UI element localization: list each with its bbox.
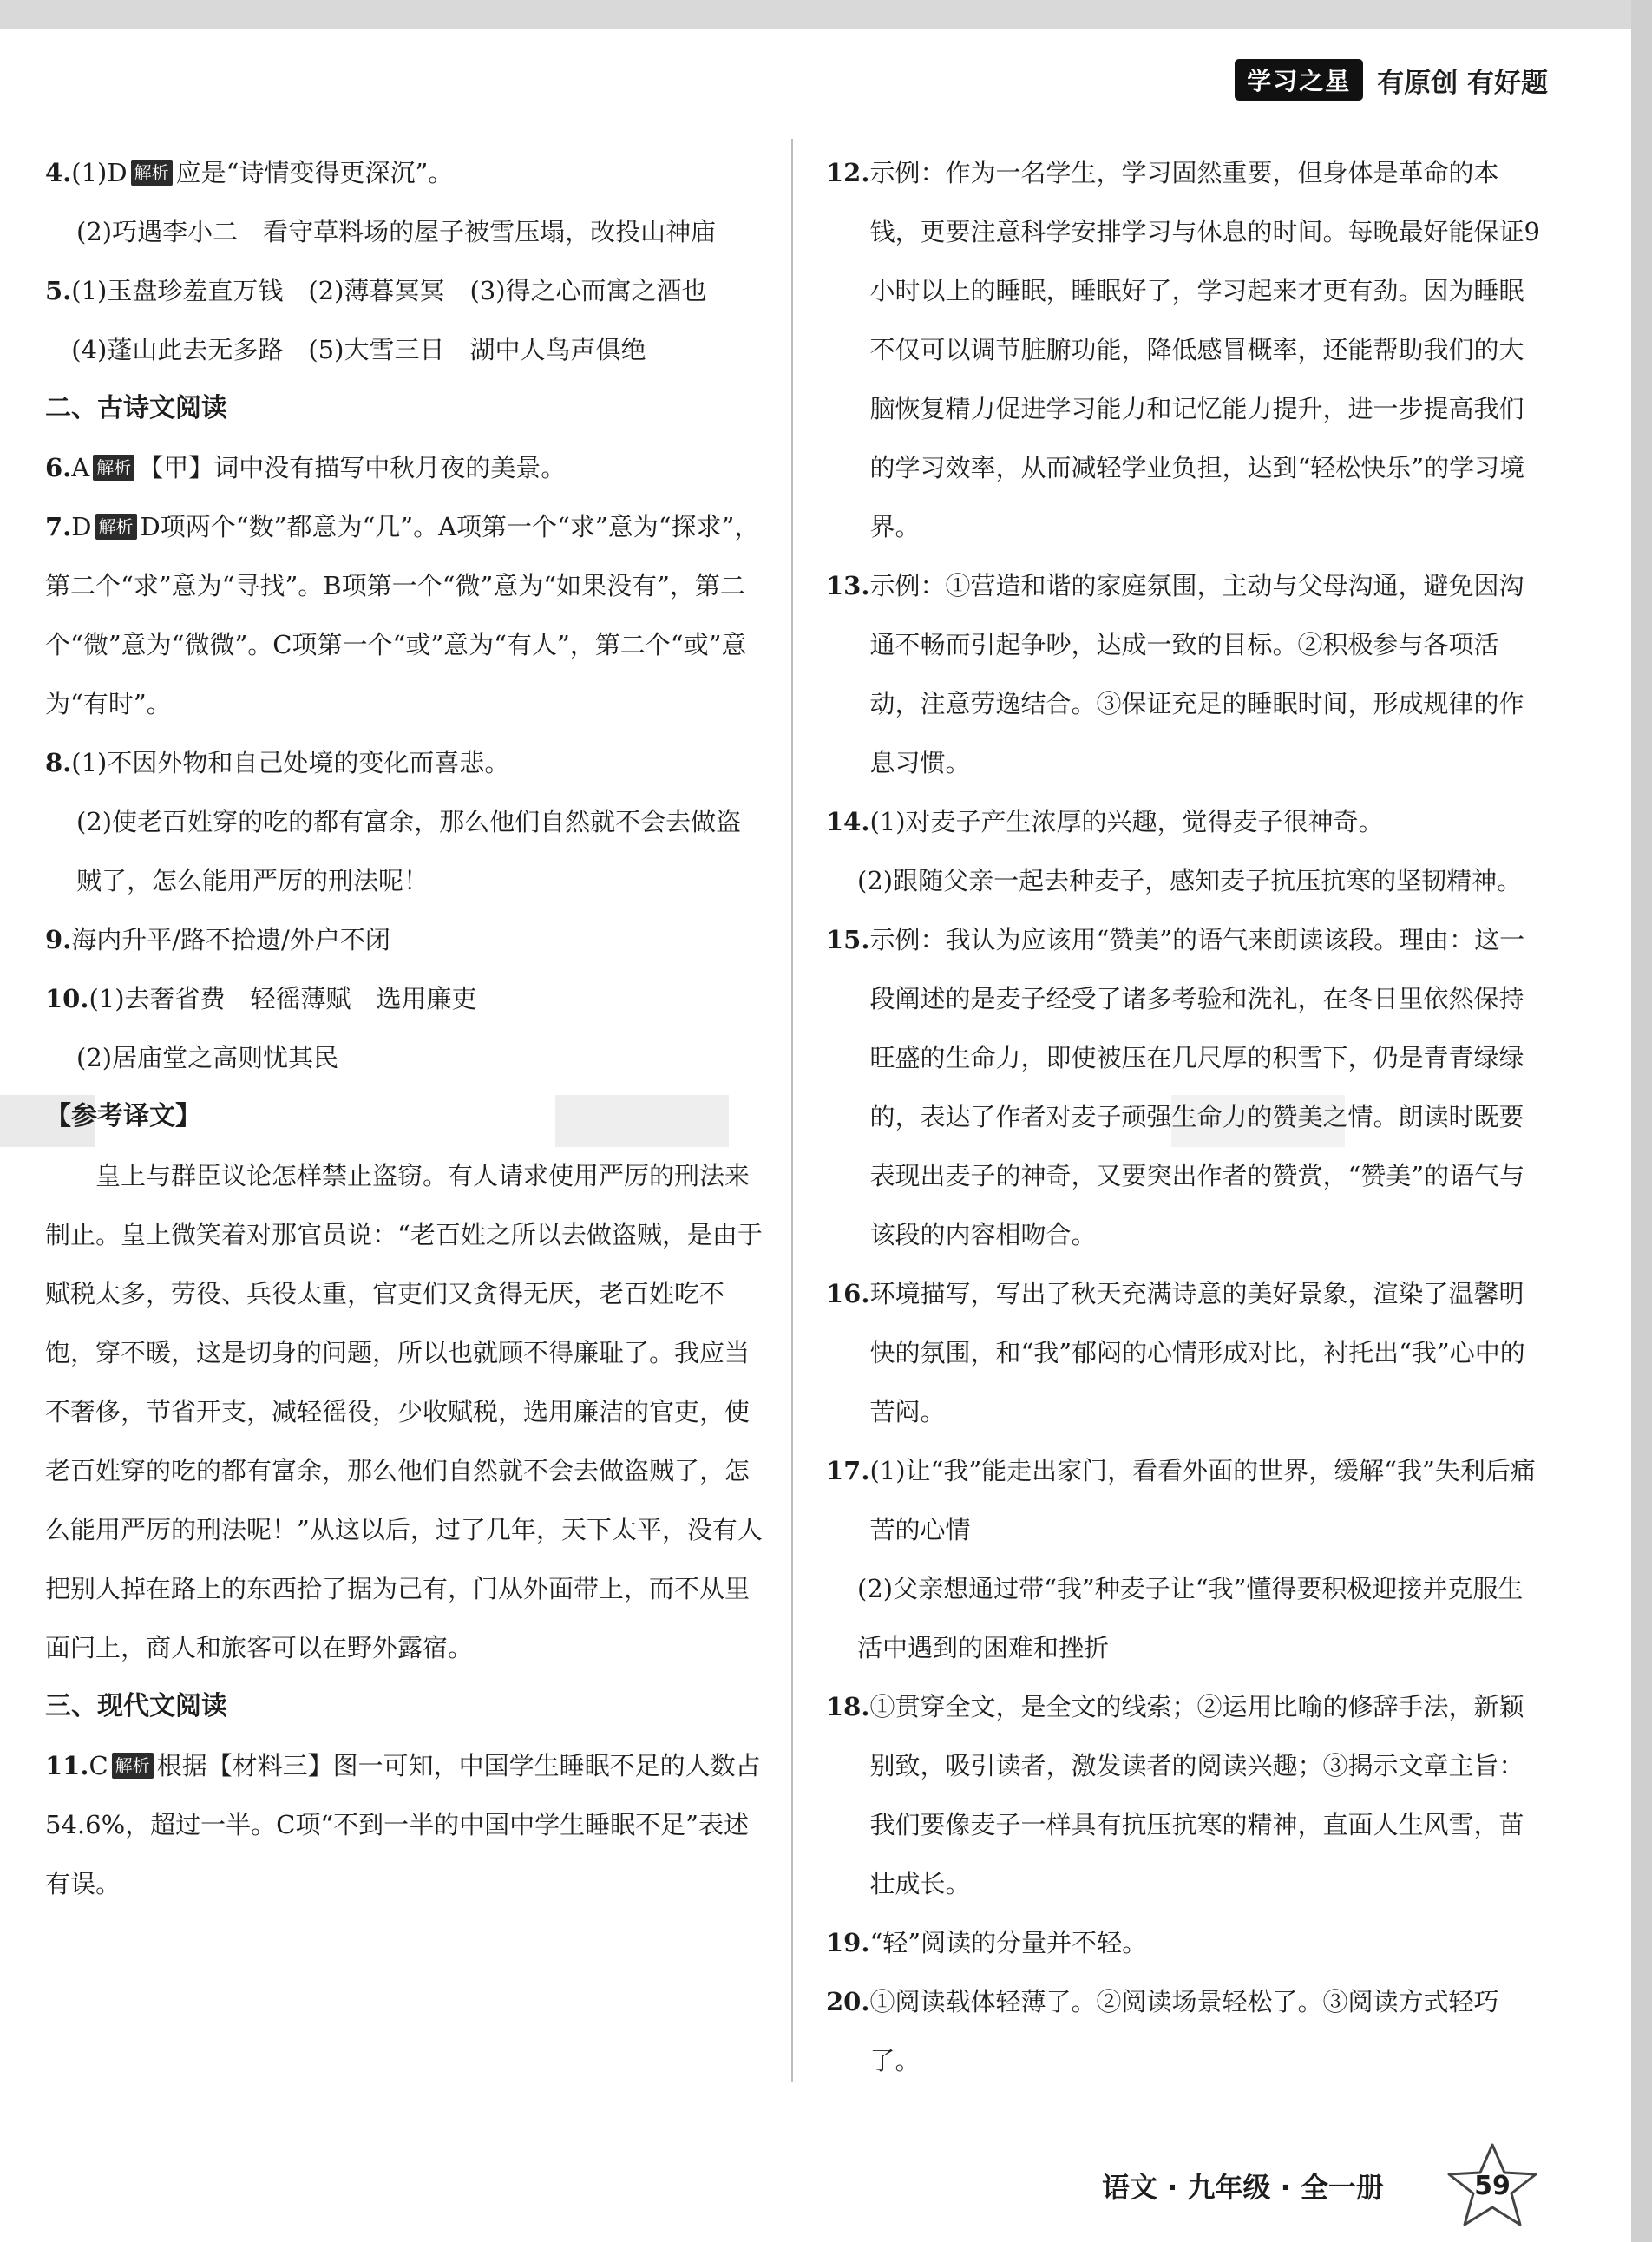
question-number: 9.: [45, 925, 72, 954]
answer-8: [45, 733, 765, 910]
answer-7: [45, 497, 765, 733]
question-number: 14.: [826, 807, 870, 836]
answer-11: [45, 1736, 765, 1913]
answer-16: [826, 1264, 1546, 1441]
left-column: [45, 143, 765, 1913]
analysis-tag: 解析: [95, 514, 137, 540]
analysis-tag: 解析: [131, 160, 173, 186]
answer-text: 【甲】词中没有描写中秋月夜的美景。: [138, 453, 567, 482]
header: [1235, 59, 1548, 101]
question-number: 13.: [826, 571, 870, 600]
answer-6: [45, 438, 765, 497]
answer-text: 示例：我认为应该用“赞美”的语气来朗读该段。理由：这一段阐述的是麦子经受了诸多考验和洗礼，在冬日里依然保持旺盛的生命力，即使被压在几尺厚的积雪下，仍是青青绿绿的，表达了作者对麦子顽强生命力的赞美之情。朗读时既要表现出麦子的神奇，又要突出作者的赞赏，“赞美”的语气与该段的内容相吻合。: [869, 925, 1525, 1249]
question-number: 18.: [826, 1692, 870, 1721]
analysis-tag: 解析: [112, 1753, 154, 1779]
answer-text: D项两个“数”都意为“几”。A项第一个“求”意为“探求”，第二个“求”意为“寻找”。B项第一个“微”意为“如果没有”，第二个“微”意为“微微”。C项第一个“或”意为“有人”，第二个“或”意为“有时”。: [45, 512, 760, 718]
answer-text: ①阅读载体轻薄了。②阅读场景轻松了。③阅读方式轻巧了。: [869, 1987, 1499, 2075]
answer-14: [826, 792, 1546, 910]
answer-text: 应是“诗情变得更深沉”。: [175, 158, 454, 187]
question-number: 5.: [45, 276, 72, 305]
right-scan-border: [1631, 0, 1652, 2242]
reference-title: 【参考译文】: [45, 1101, 201, 1131]
question-number: 7.: [45, 512, 72, 541]
answer-10: [45, 969, 765, 1087]
question-number: 16.: [826, 1279, 870, 1308]
section-heading: 三、现代文阅读: [45, 1691, 227, 1721]
answer-text: (1)对麦子产生浓厚的兴趣，觉得麦子很神奇。: [869, 807, 1384, 836]
column-divider: [791, 139, 793, 2082]
answer-text: (2)使老百姓穿的吃的都有富余，那么他们自然就不会去做盗贼了，怎么能用严厉的刑法呢！: [76, 807, 742, 895]
answer-text: A: [71, 453, 90, 482]
answer-text: “轻”阅读的分量并不轻。: [869, 1928, 1148, 1957]
answer-text: 根据【材料三】图一可知，中国学生睡眠不足的人数占54.6%，超过一半。C项“不到一半的中国中学生睡眠不足”表述有误。: [45, 1751, 761, 1898]
answer-text: 环境描写，写出了秋天充满诗意的美好景象，渲染了温馨明快的氛围，和“我”郁闷的心情形成对比，衬托出“我”心中的苦闷。: [869, 1279, 1525, 1426]
answer-text: ①贯穿全文，是全文的线索；②运用比喻的修辞手法，新颖别致，吸引读者，激发读者的阅读兴趣；③揭示文章主旨：我们要像麦子一样具有抗压抗寒的精神，直面人生风雪，苗壮成长。: [869, 1692, 1524, 1898]
answer-19: [826, 1913, 1546, 1972]
answer-text: (2)跟随父亲一起去种麦子，感知麦子抗压抗寒的坚韧精神。: [857, 866, 1523, 895]
right-column: [826, 143, 1546, 2090]
slogan: 有原创 有好题: [1377, 67, 1548, 99]
answer-4: [45, 143, 765, 261]
answer-9: [45, 910, 765, 969]
question-number: 20.: [826, 1987, 870, 2016]
answer-text: (1)不因外物和自己处境的变化而喜悲。: [71, 748, 510, 777]
answer-text: C: [88, 1751, 108, 1780]
answer-12: [826, 143, 1546, 556]
answer-text: (2)父亲想通过带“我”种麦子让“我”懂得要积极迎接并克服生活中遇到的困难和挫折: [857, 1574, 1524, 1662]
question-number: 19.: [826, 1928, 870, 1957]
analysis-tag: 解析: [93, 455, 134, 481]
question-number: 17.: [826, 1456, 870, 1485]
footer: [1102, 2150, 1536, 2219]
answer-18: [826, 1677, 1546, 1913]
question-number: 6.: [45, 453, 72, 482]
question-number: 10.: [45, 984, 89, 1013]
answer-text: (2)居庙堂之高则忧其民: [76, 1043, 339, 1072]
top-scan-border: [0, 0, 1631, 30]
answer-13: [826, 556, 1546, 792]
logo: 学习之星: [1235, 59, 1363, 101]
answer-20: [826, 1972, 1546, 2090]
page-number: 59: [1474, 2171, 1511, 2201]
answer-text: (2)巧遇李小二 看守草料场的屋子被雪压塌，改投山神庙: [76, 217, 717, 246]
answer-text: (1)D: [71, 158, 128, 187]
answer-text: 海内升平/路不拾遗/外户不闭: [71, 925, 390, 954]
question-number: 12.: [826, 158, 870, 187]
answer-text: D: [71, 512, 92, 541]
question-number: 15.: [826, 925, 870, 954]
question-number: 8.: [45, 748, 72, 777]
answer-text: (1)让“我”能走出家门，看看外面的世界，缓解“我”失利后痛苦的心情: [869, 1456, 1536, 1544]
answer-text: 示例：①营造和谐的家庭氛围，主动与父母沟通，避免因沟通不畅而引起争吵，达成一致的目标。②积极参与各项活动，注意劳逸结合。③保证充足的睡眠时间，形成规律的作息习惯。: [869, 571, 1524, 777]
answer-text: (1)玉盘珍羞直万钱 (2)薄暮冥冥 (3)得之心而寓之酒也 (4)蓬山此去无多路 (5)大雪三日 湖中人鸟声俱绝: [71, 276, 732, 364]
subject-label: 语文 · 九年级 · 全一册: [1102, 2171, 1384, 2204]
answer-text: 示例：作为一名学生，学习固然重要，但身体是革命的本钱，更要注意科学安排学习与休息的时间。每晚最好能保证9小时以上的睡眠，睡眠好了，学习起来才更有劲。因为睡眠不仅可以调节脏腑功能，降低感冒概率，还能帮助我们的大脑恢复精力促进学习能力和记忆能力提升，进一步提高我们的学习效率，从而减轻学业负担，达到“轻松快乐”的学习境界。: [869, 158, 1540, 541]
answer-text: (1)去奢省费 轻徭薄赋 选用廉吏: [88, 984, 477, 1013]
answer-5: [45, 261, 765, 379]
answer-17: [826, 1441, 1546, 1677]
question-number: 11.: [45, 1751, 89, 1780]
answer-15: [826, 910, 1546, 1264]
question-number: 4.: [45, 158, 72, 187]
section-heading: 二、古诗文阅读: [45, 393, 227, 423]
reference-translation: 皇上与群臣议论怎样禁止盗窃。有人请求使用严厉的刑法来制止。皇上微笑着对那官员说：“老百姓之所以去做盗贼，是由于赋税太多，劳役、兵役太重，官吏们又贪得无厌，老百姓吃不饱，穿不暖，这是切身的问题，所以也就顾不得廉耻了。我应当不奢侈，节省开支，减轻徭役，少收赋税，选用廉洁的官吏，使老百姓穿的吃的都有富余，那么他们自然就不会去做盗贼了，怎么能用严厉的刑法呢！”从这以后，过了几年，天下太平，没有人把别人掉在路上的东西拾了据为己有，门从外面带上，而不从里面闩上，商人和旅客可以在野外露宿。: [45, 1161, 763, 1662]
